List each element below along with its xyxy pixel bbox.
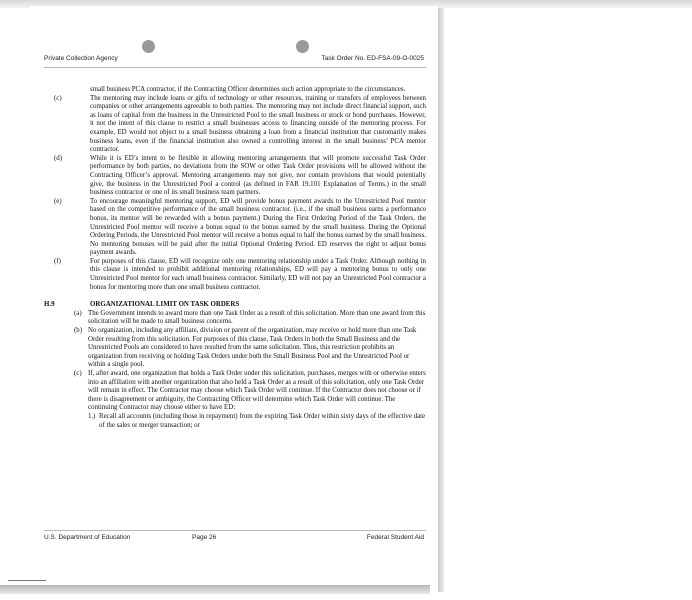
continuation-text: small business PCA contractor, if the Contracting Officer determines such action appropriate to the circumstances.	[90, 86, 406, 93]
paragraph-text: The mentoring may include loans or gifts of technology or other resources, training or transfers of employees between companies or other arrangements agreeable to both parties. The mentoring may not include direct financial support, such as loans of capital from the business in the Unrestricted Pool to the small business or stock or bond purchases. However, it not the intent of this clause to restrict a small businesses access to financing outside of the mentoring process. For example, ED would not object to a small business obtaining a loan from a financial institution that customarily makes business loans, even if the financial institution also owned a controlling interest in the small business’ PCA mentor contractor.	[90, 94, 426, 154]
paragraph-label: (d)	[54, 154, 63, 162]
punch-hole-right	[296, 40, 309, 53]
item-label: (b)	[74, 327, 83, 335]
section-heading	[44, 301, 426, 310]
document-body	[44, 86, 426, 430]
section-number: H.9	[44, 301, 55, 309]
punch-hole-left	[142, 40, 155, 53]
item-text: The Government intends to award more than one Task Order as a result of this solicitation. More than one award from this solicitation will be made to small business concerns.	[88, 309, 426, 326]
scan-right-edge	[438, 8, 444, 592]
item-text: If, after award, one organization that holds a Task Order under this solicitation, purchases, merges with or otherwise enters into an affiliation with another organization that also held a Task Order as a result of this solicitation, only one Task Order will remain in effect. The Contractor may choose which Task Order will continue. If the Contractor does not choose or if there is disagreement or ambiguity, the Contracting Officer will determine which Task Order will continue. The continuing Contractor may choose either to have ED:	[88, 370, 426, 412]
subitem-label: 1.)	[88, 412, 96, 420]
header-rule	[44, 67, 426, 68]
list-item-b	[74, 327, 426, 370]
item-label: (c)	[74, 370, 82, 377]
section-title: ORGANIZATIONAL LIMIT ON TASK ORDERS	[90, 301, 240, 309]
list-item-a	[74, 310, 426, 327]
paragraph-f	[44, 258, 426, 292]
paragraph-text: While it is ED’s intent to be flexible in allowing mentoring arrangements that will promote successful Task Order performance by both parties, no deviations from the SOW or other Task Order provisions will be allowed without the Contracting Officer’s approval. Mentoring arrangements may not give, nor contain provisions that would potentially give, the business in the Unrestricted Pool a control (as defined in FAR 19.101 Explanation of Terms.) in the small business contractor or one of its small business team partners.	[90, 154, 426, 197]
paragraph-label: (c)	[54, 94, 62, 102]
list-item-c	[74, 370, 426, 413]
paragraph-d	[44, 155, 426, 198]
paragraph-label: (e)	[54, 197, 62, 205]
subitem-text: Recall all accounts (including those in repayment) from the expiring Task Order within sixty days of the effective date of the sales or merger transaction; or	[99, 412, 426, 429]
paragraph-c	[44, 95, 426, 155]
scan-bottom-shadow	[0, 585, 430, 594]
item-text: No organization, including any affiliate, division or parent of the organization, may receive or hold more than one Task Order resulting from this solicitation. For purposes of this clause, Task Orders in both the Small Business and the Unrestricted Pools are considered to have resulted from the same solicitation. Thus, this restriction prohibits an organization from receiving or holding Task Orders under both the Small Business Pool and the Unrestricted Pool or within a single pool.	[88, 327, 417, 369]
footer-page-number: Page 26	[192, 534, 217, 541]
list-subitem-1	[88, 413, 426, 430]
header-left: Private Collection Agency	[44, 55, 118, 62]
document-page	[30, 6, 438, 590]
scan-bottom-line	[8, 580, 46, 581]
paragraph-text: For purposes of this clause, ED will recognize only one mentoring relationship under a Task Order. Although nothing in this clause is intended to prohibit additional mentoring relationships, ED will pay a mentoring bonus to only one Unrestricted Pool mentor for each small business contractor. Similarly, ED will not pay an Unrestricted Pool contractor a bonus for mentoring more than one small business contractor.	[90, 257, 426, 291]
paragraph-label: (f)	[54, 257, 61, 265]
paragraph-e	[44, 198, 426, 258]
header-right: Task Order No. ED-FSA-09-O-0025	[321, 55, 424, 62]
paragraph-text: To encourage meaningful mentoring support, ED will provide bonus payment awards to the Unrestricted Pool mentor based on the competitive performance of the small business contractor. (i.e., if the small business earns a performance bonus, its mentor will be rewarded with a bonus payment.) During the First Ordering Period of the Task Orders, the Unrestricted Pool mentor will receive a bonus equal to the bonus earned by the small business. During the Optional Ordering Periods, the Unrestricted Pool mentor will receive a bonus equal to half the bonus earned by the small business. No mentoring bonuses will be paid after the initial Optional Ordering Period. ED reserves the right to adjust bonus payment awards.	[90, 197, 426, 257]
item-label: (a)	[74, 309, 82, 317]
footer-rule	[44, 530, 426, 531]
footer-right: Federal Student Aid	[366, 534, 424, 541]
footer-left: U.S. Department of Education	[44, 534, 131, 541]
